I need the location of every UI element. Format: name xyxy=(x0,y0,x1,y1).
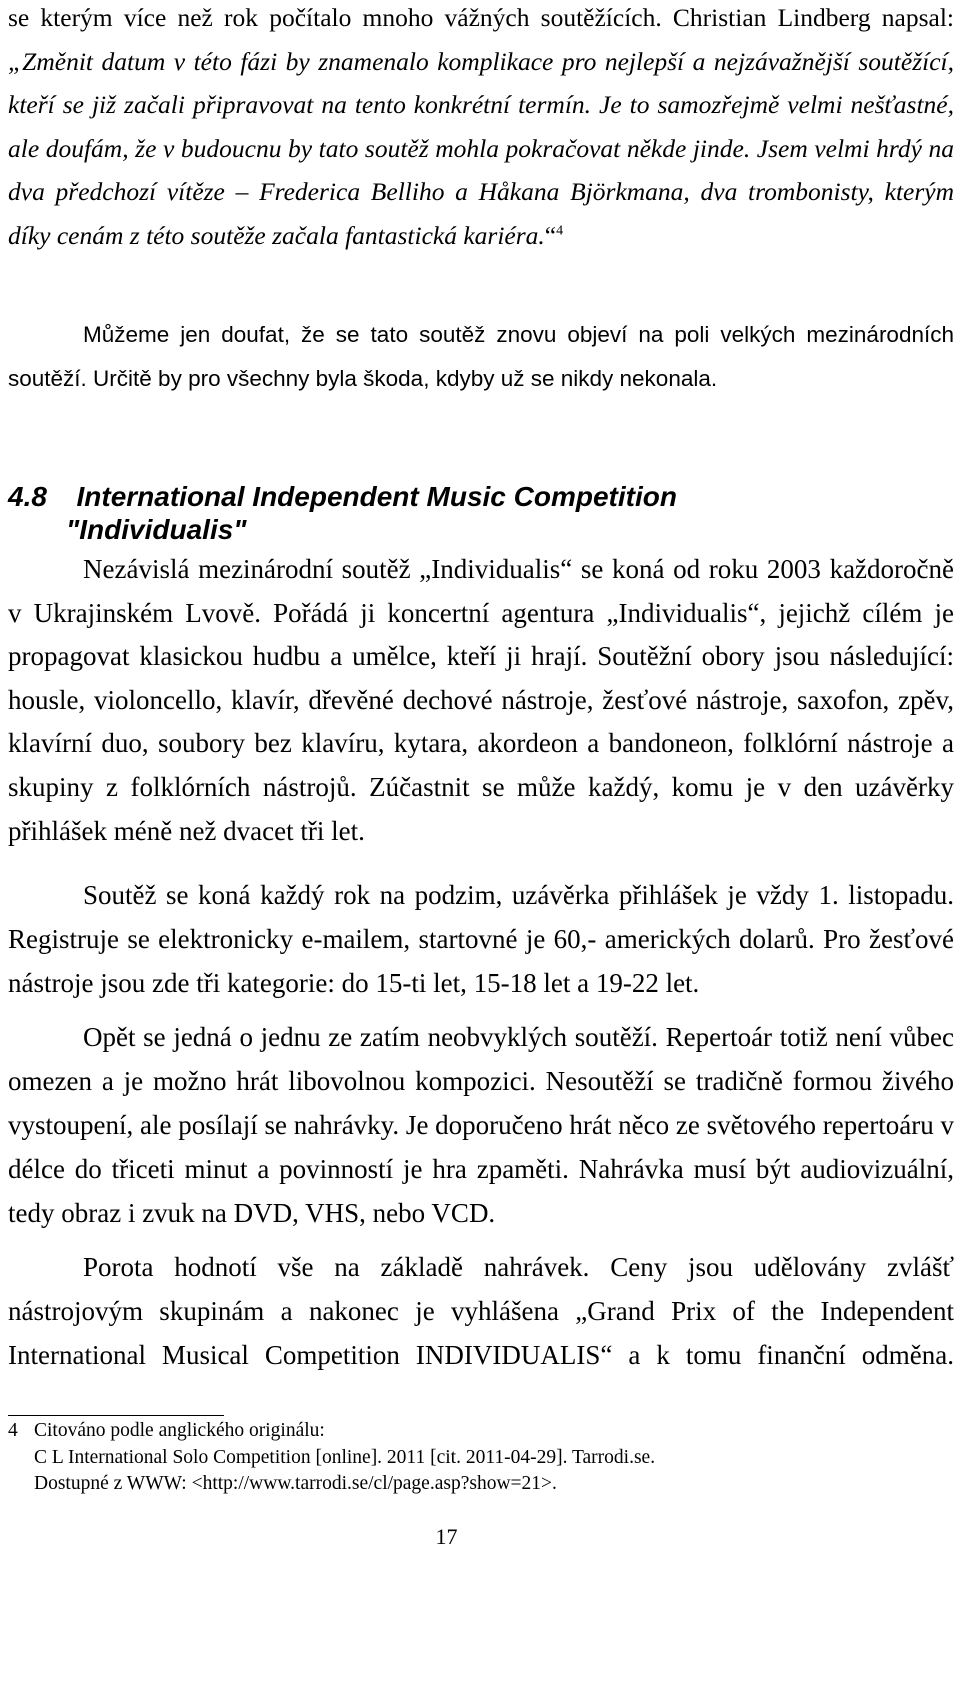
page-number: 17 xyxy=(435,1524,458,1549)
quote-close-mark: “ xyxy=(544,220,557,250)
paragraph-jury: Porota hodnotí vše na základě nahrávek. Ceny jsou udělovány zvlášť nástrojovým skupinám a nakonec je vyhlášena „Grand Prix of the Independent International Musical Competition INDIVIDUALIS“ a k tomu finanční odměna. xyxy=(8,1252,954,1370)
closing-paragraph: Můžeme jen doufat, že se tato soutěž znovu objeví na poli velkých mezinárodních soutěží. Určitě by pro všechny byla škoda, kdyby už se nikdy nekonala. xyxy=(8,322,954,391)
footnote-line-3: Dostupné z WWW: <http://www.tarrodi.se/cl/page.asp?show=21>. xyxy=(34,1473,557,1494)
section-title-line2: "Individualis" xyxy=(66,514,247,545)
section-heading xyxy=(8,480,954,514)
footnote-reference[interactable]: 4 xyxy=(556,223,564,238)
paragraph-registration: Soutěž se koná každý rok na podzim, uzávěrka přihlášek je vždy 1. listopadu. Registruje se elektronicky e-mailem, startovné je 60,- amerických dolarů. Pro žesťové nástroje jsou zde tři kategorie: do 15-ti let, 15-18 let a 19-22 let. xyxy=(8,880,954,998)
footnote-line-1: Citováno podle anglického originálu: xyxy=(34,1420,325,1441)
footnote-separator xyxy=(8,1415,224,1416)
lindberg-quote: „Změnit datum v této fázi by znamenalo komplikace pro nejlepší a nejzávažnější soutěžící, kteří se již začali připravovat na tento konkrétní termín. Je to samozřejmě velmi nešťastné, ale doufám, že v budoucnu by tato soutěž mohla pokračovat někde jinde. Jsem velmi hrdý na dva předchozí vítěze – Frederica Belliho a Håkana Björkmana, dva trombonisty, kterým díky cenám z této soutěže začala fantastická kariéra. xyxy=(8,46,954,250)
paragraph-repertoire: Opět se jedná o jednu ze zatím neobvyklých soutěží. Repertoár totiž není vůbec omezen a je možno hrát libovolnou kompozici. Nesoutěží se tradičně formou živého vystoupení, ale posílají se nahrávky. Je doporučeno hrát něco ze světového repertoáru v délce do třiceti minut a povinností je hra zpaměti. Nahrávka musí být audiovizuální, tedy obraz i zvuk na DVD, VHS, nebo VCD. xyxy=(8,1022,954,1228)
section-number: 4.8 xyxy=(8,481,47,512)
section-title-line1: International Independent Music Competition xyxy=(76,481,677,512)
footnote-line-2: C L International Solo Competition [online]. 2011 [cit. 2011-04-29]. Tarrodi.se. xyxy=(34,1447,656,1468)
intro-lead-text: se kterým více než rok počítalo mnoho vážných soutěžících. Christian Lindberg napsal: xyxy=(8,3,954,32)
paragraph-individualis-intro: Nezávislá mezinárodní soutěž „Individualis“ se koná od roku 2003 každoročně v Ukrajinském Lvově. Pořádá ji koncertní agentura „Individualis“, jejichž cílém je propagovat klasickou hudbu a umělce, kteří ji hrají. Soutěžní obory jsou následující: housle, violoncello, klavír, dřevěné dechové nástroje, žesťové nástroje, saxofon, zpěv, klavírní duo, soubory bez klavíru, kytara, akordeon a bandoneon, folklórní nástroje a skupiny z folklórních nástrojů. Zúčastnit se může každý, komu je v den uzávěrky přihlášek méně než dvacet tři let. xyxy=(8,554,954,846)
footnote-number: 4 xyxy=(8,1420,18,1441)
intro-paragraph xyxy=(8,0,954,257)
